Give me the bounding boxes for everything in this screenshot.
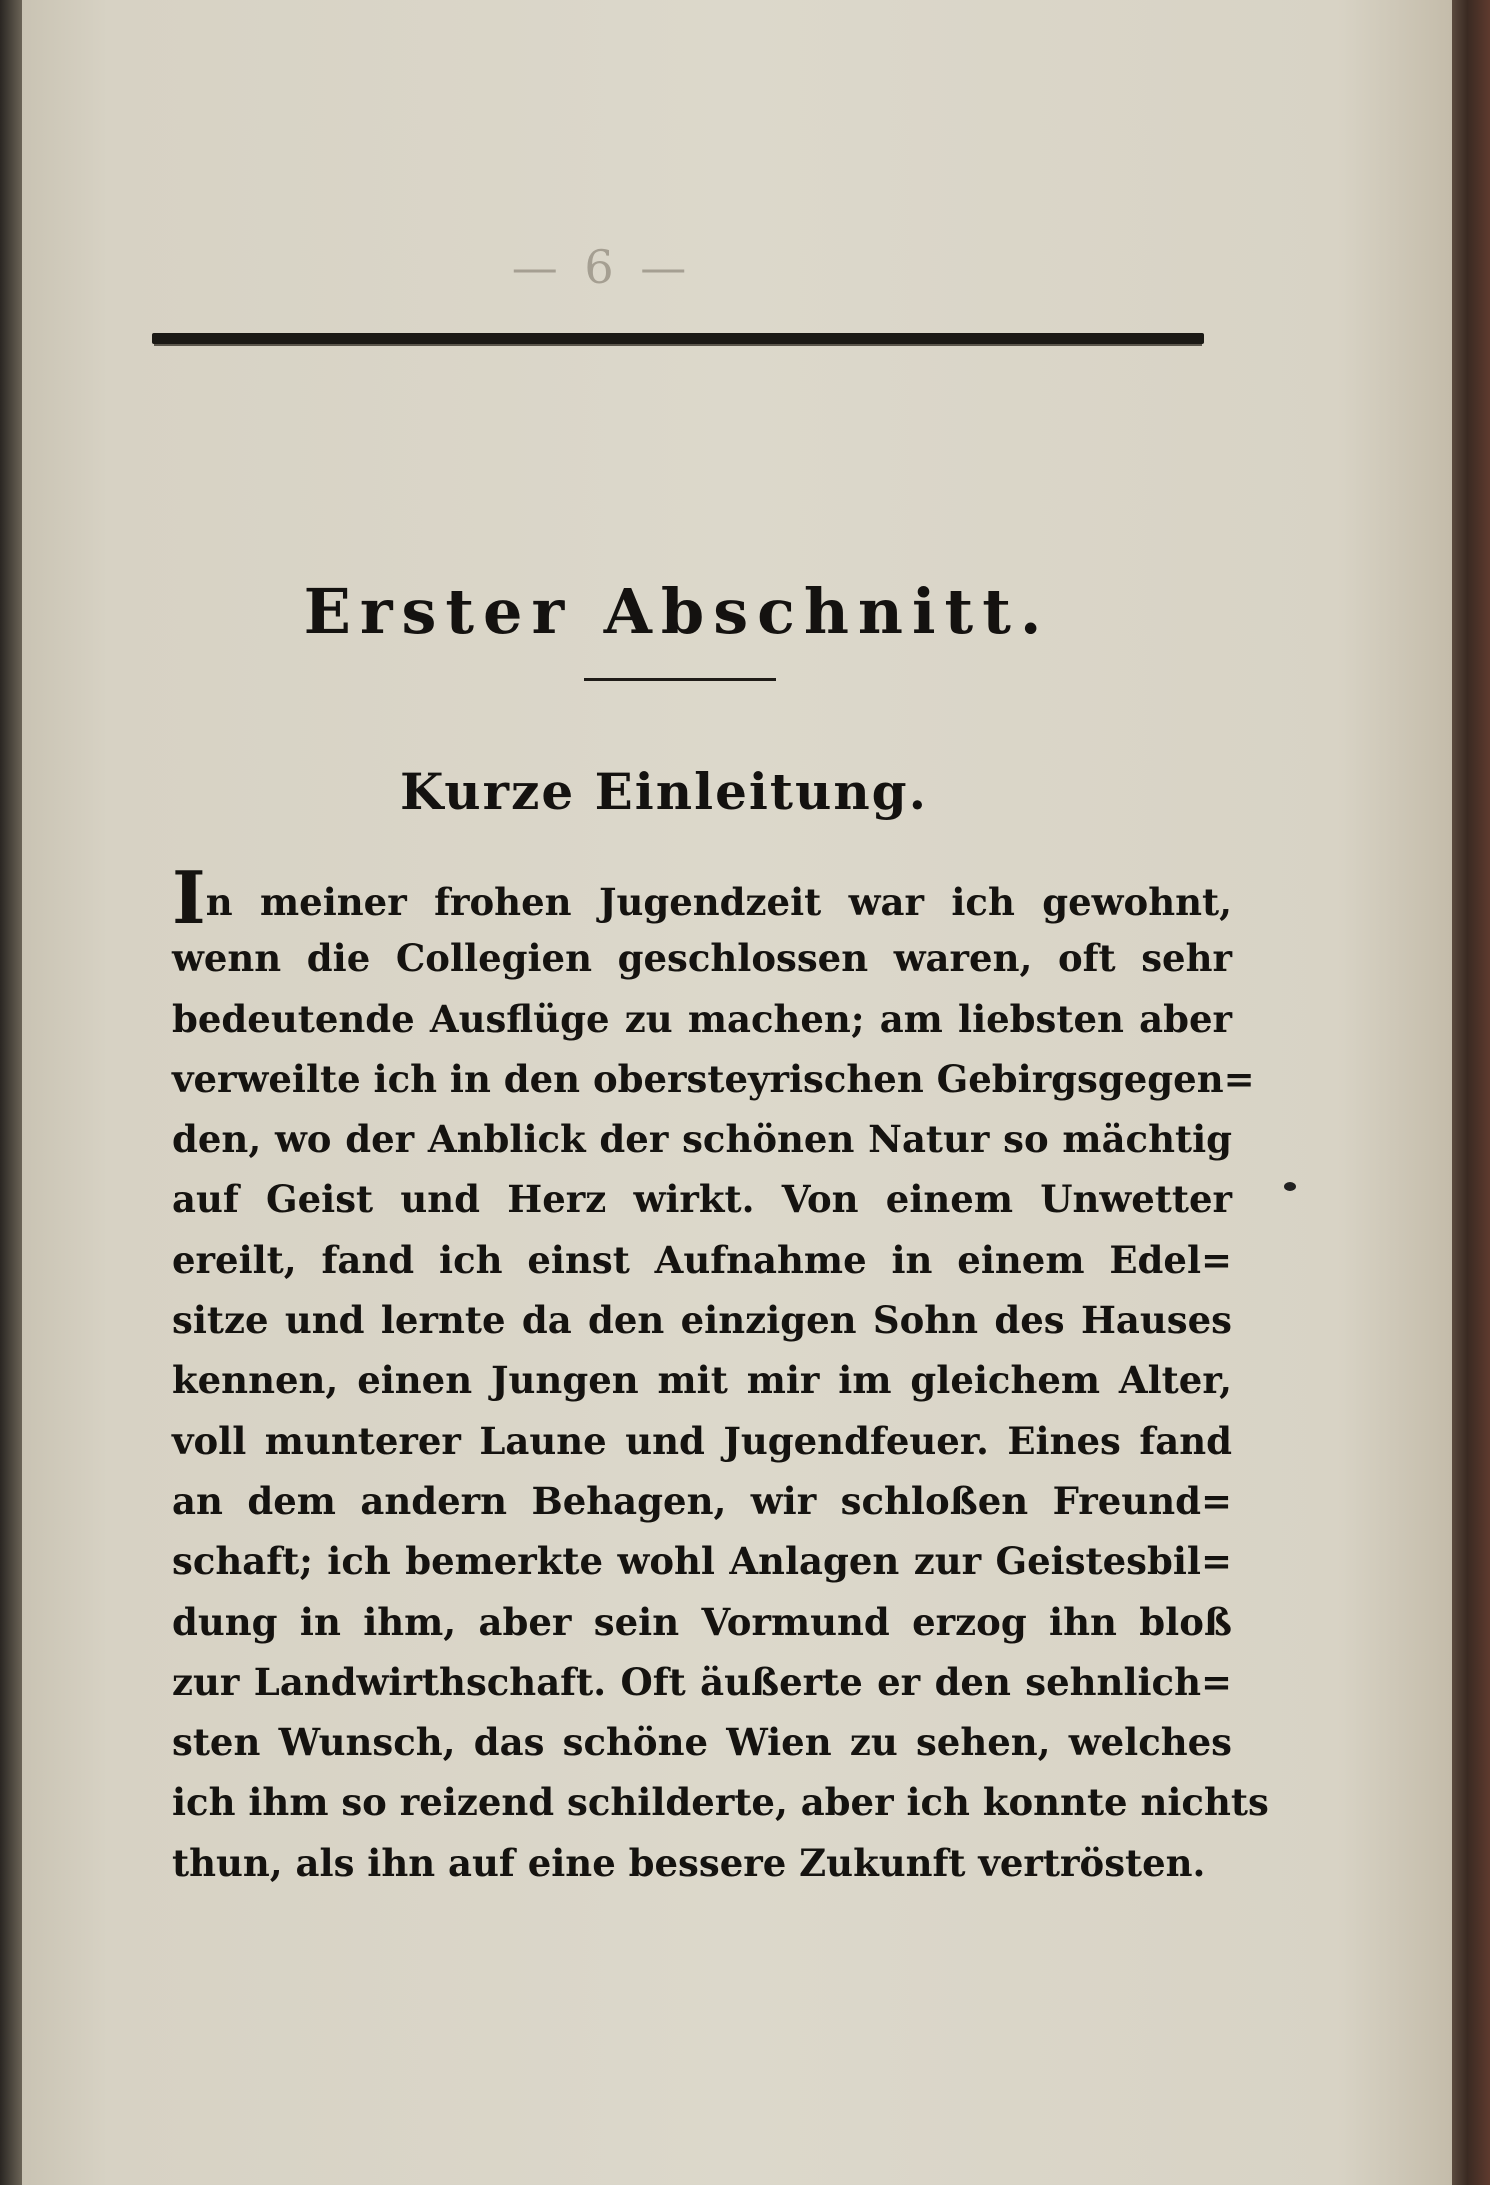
book-cover-edge xyxy=(1452,0,1490,2185)
header-rule xyxy=(152,333,1204,344)
text-line: sitze und lernte da den einzigen Sohn des Hauses xyxy=(172,1298,1232,1343)
text-line: kennen, einen Jungen mit mir im gleichem Alter, xyxy=(172,1358,1232,1403)
text-line: bedeutende Ausflüge zu machen; am liebsten aber xyxy=(172,996,1232,1041)
text-line: voll munterer Laune und Jugendfeuer. Eines fand xyxy=(172,1418,1232,1463)
text-line-content: n meiner frohen Jugendzeit war ich gewohnt, xyxy=(205,880,1232,924)
book-page xyxy=(22,0,1452,2185)
text-line: thun, als ihn auf eine bessere Zukunft vertrösten. xyxy=(172,1840,1206,1885)
ink-speck xyxy=(1284,1182,1296,1191)
book-gutter xyxy=(0,0,22,2185)
section-heading: Erster Abschnitt. xyxy=(303,575,1051,648)
text-line: ereilt, fand ich einst Aufnahme in einem Edel= xyxy=(172,1237,1232,1282)
text-line: ich ihm so reizend schilderte, aber ich konnte nichts xyxy=(172,1780,1269,1825)
page-number: — 6 — xyxy=(511,240,693,294)
heading-underline xyxy=(584,678,776,681)
text-line: zur Landwirthschaft. Oft äußerte er den sehnlich= xyxy=(172,1659,1232,1704)
text-line: verweilte ich in den obersteyrischen Gebirgsgegen= xyxy=(172,1056,1255,1101)
drop-cap: I xyxy=(172,855,206,940)
text-line: wenn die Collegien geschlossen waren, oft sehr xyxy=(172,936,1232,981)
text-line: auf Geist und Herz wirkt. Von einem Unwetter xyxy=(172,1177,1232,1222)
text-line: dung in ihm, aber sein Vormund erzog ihn bloß xyxy=(172,1599,1232,1644)
body-paragraph xyxy=(172,855,1269,1893)
text-line: den, wo der Anblick der schönen Natur so mächtig xyxy=(172,1117,1232,1162)
text-line: sten Wunsch, das schöne Wien zu sehen, welches xyxy=(172,1720,1232,1765)
section-subheading: Kurze Einleitung. xyxy=(399,762,929,821)
text-line xyxy=(172,855,1232,940)
text-line: schaft; ich bemerkte wohl Anlagen zur Geistesbil= xyxy=(172,1539,1232,1584)
text-line: an dem andern Behagen, wir schloßen Freund= xyxy=(172,1478,1232,1523)
